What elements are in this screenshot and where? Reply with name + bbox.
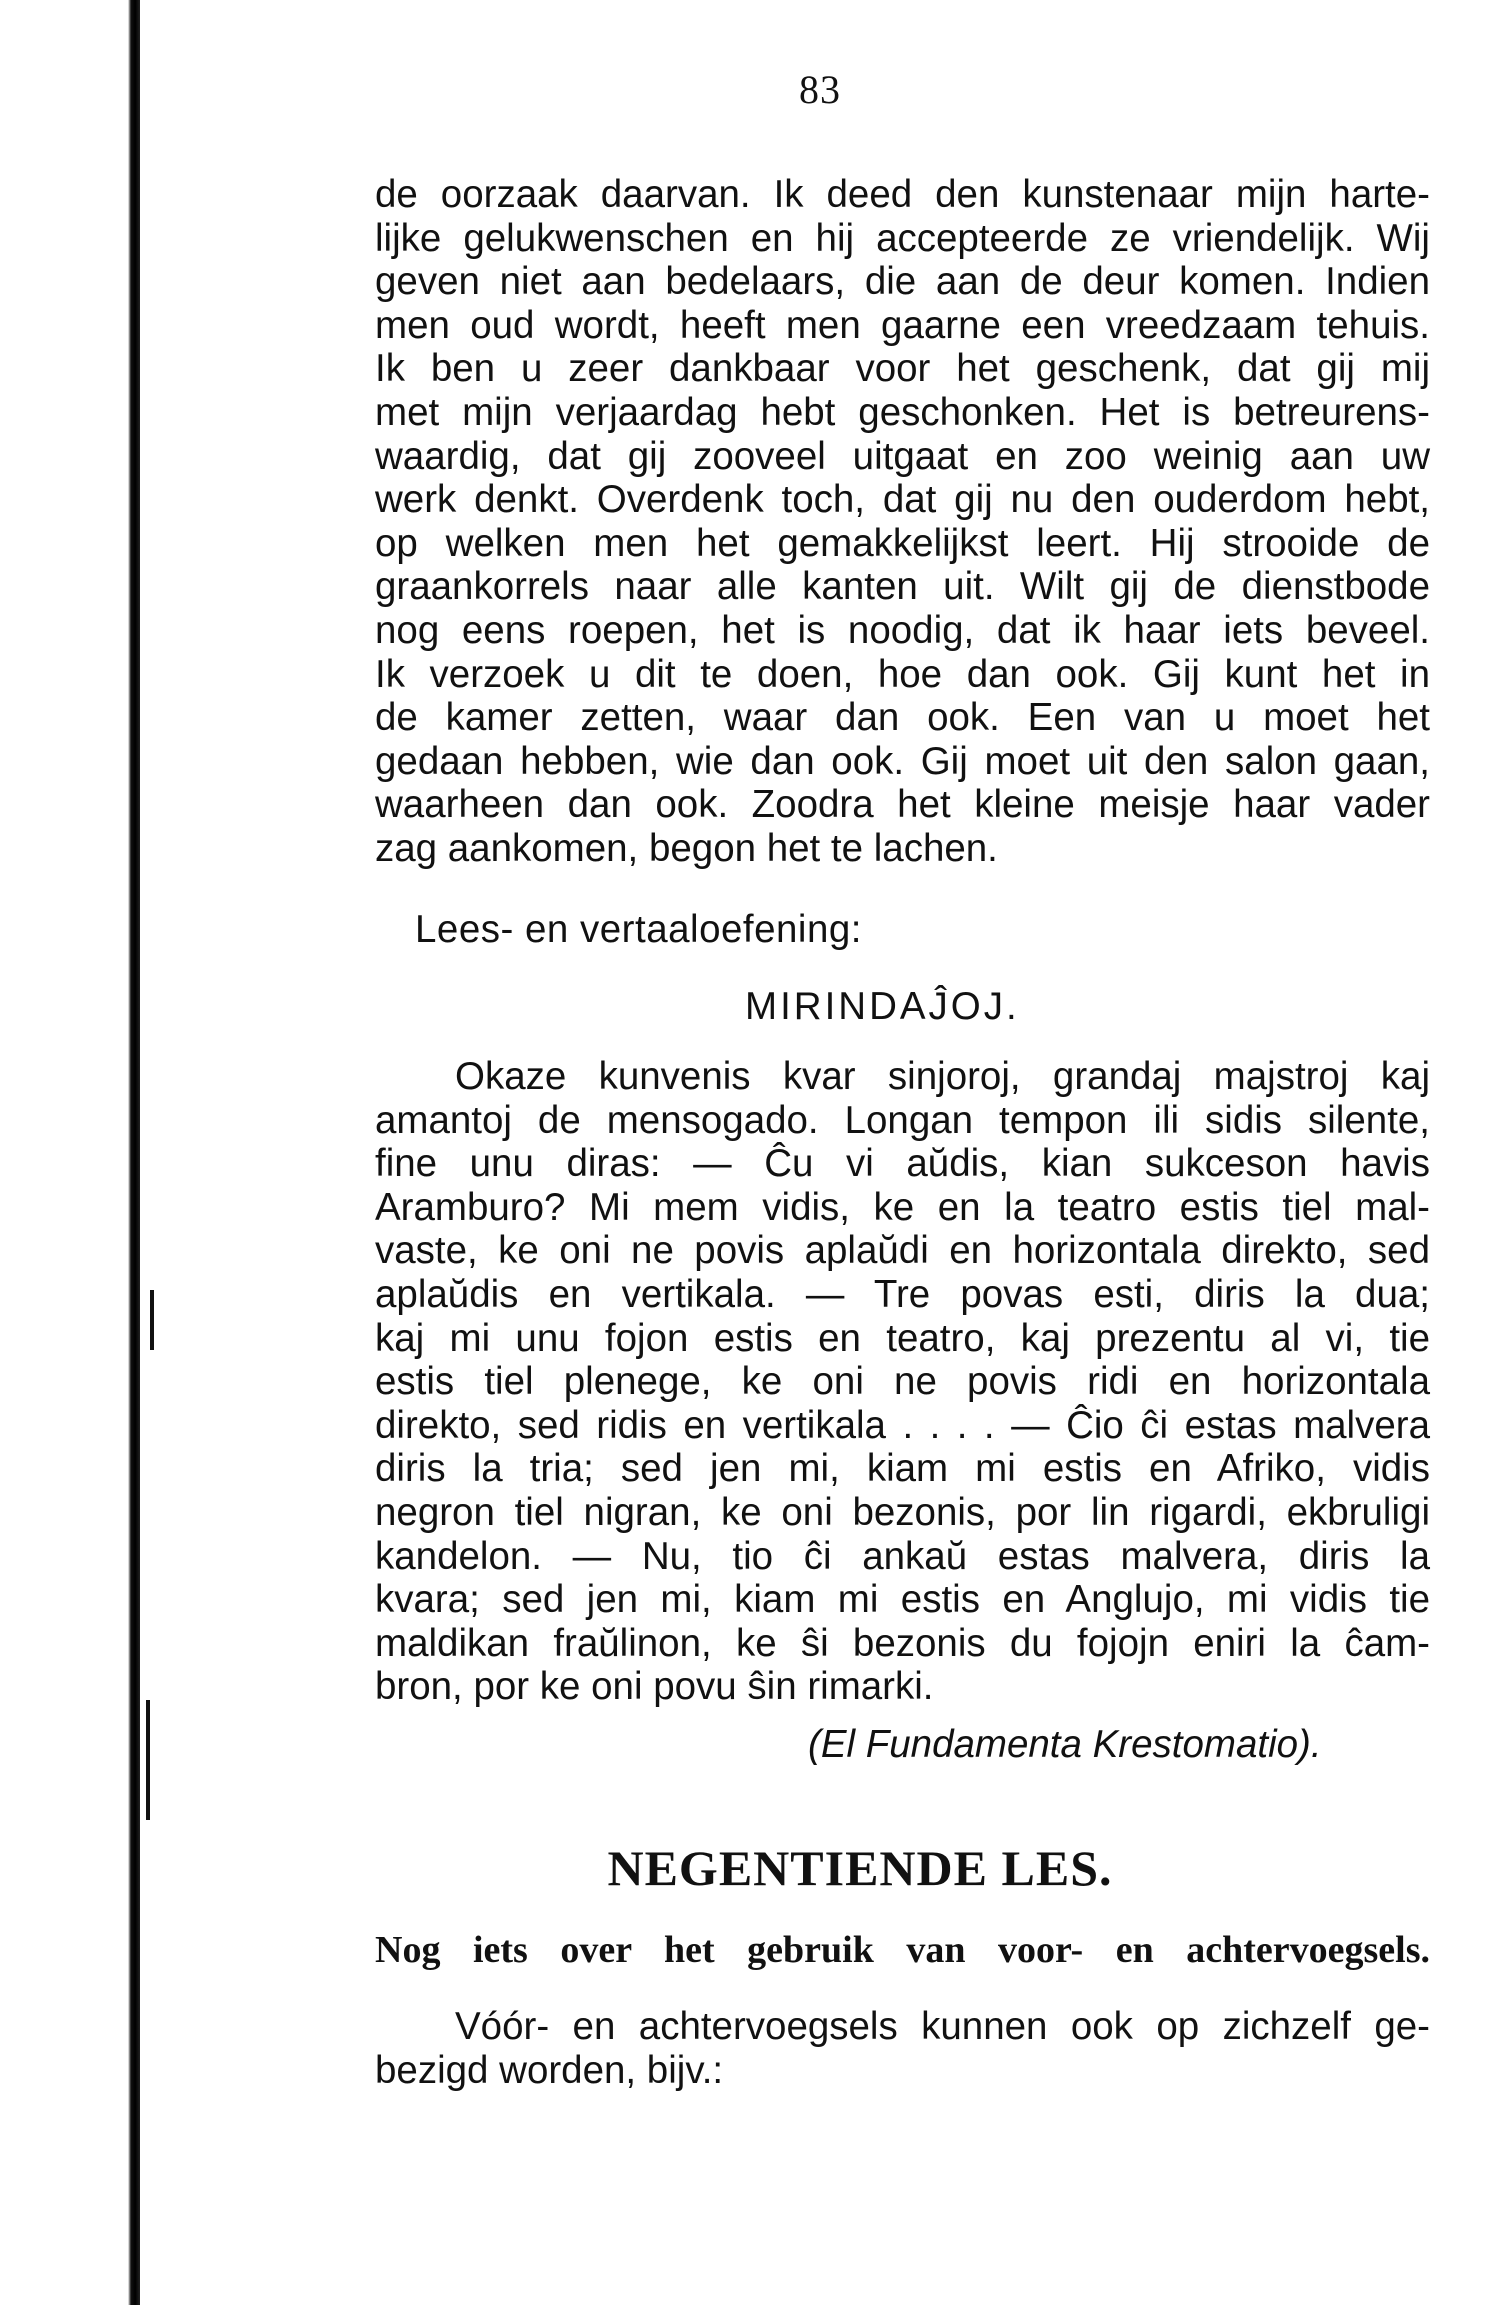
text-line: maldikan fraŭlinon, ke ŝi bezonis du fojojn eniri la ĉam- [375,1621,1430,1665]
text-line: negron tiel nigran, ke oni bezonis, por lin rigardi, ekbruligi [375,1490,1430,1534]
page-number: 83 [799,67,841,112]
text-line: de kamer zetten, waar dan ook. Een van u moet het [375,696,1430,740]
text-line: kandelon. — Nu, tio ĉi ankaŭ estas malvera, diris la [375,1534,1430,1578]
text-line: geven niet aan bedelaars, die aan de deur komen. Indien [375,260,1430,304]
text-line: lijke gelukwenschen en hij accepteerde ze vriendelijk. Wij [375,216,1430,260]
text-line: graankorrels naar alle kanten uit. Wilt gij de dienstbode [375,565,1430,609]
text-line: waardig, dat gij zooveel uitgaat en zoo weinig aan uw [375,434,1430,478]
paragraph-lesson-intro [375,2005,1430,2092]
gutter-mark [146,1700,150,1820]
story-title: MIRINDAĴOJ. [745,985,1020,1028]
paragraph-dutch-exercise [375,173,1430,871]
text-line: estis tiel plenege, ke oni ne povis ridi en horizontala [375,1360,1430,1404]
text-line: direkto, sed ridis en vertikala . . . . — Ĉio ĉi estas malvera [375,1403,1430,1447]
gutter-mark [150,1290,154,1350]
text-line: bezigd worden, bijv.: [375,2048,724,2092]
text-line: Aramburo? Mi mem vidis, ke en la teatro estis tiel mal- [375,1185,1430,1229]
text-line: aplaŭdis en vertikala. — Tre povas esti, diris la dua; [375,1272,1430,1316]
source-citation: (El Fundamenta Krestomatio). [808,1723,1322,1766]
text-line: gedaan hebben, wie dan ook. Gij moet uit den salon gaan, [375,739,1430,783]
text-line: Ik verzoek u dit te doen, hoe dan ook. Gij kunt het in [375,652,1430,696]
text-line: werk denkt. Overdenk toch, dat gij nu den ouderdom hebt, [375,478,1430,522]
text-line: op welken men het gemakkelijkst leert. Hij strooide de [375,521,1430,565]
text-line: diris la tria; sed jen mi, kiam mi estis en Afriko, vidis [375,1447,1430,1491]
reading-exercise-heading: Lees- en vertaaloefening: [415,908,862,951]
text-line: waarheen dan ook. Zoodra het kleine meisje haar vader [375,783,1430,827]
lesson-subtitle: Nog iets over het gebruik van voor- en achtervoegsels. [375,1929,1430,1971]
text-line: Okaze kunvenis kvar sinjoroj, grandaj majstroj kaj [455,1055,1430,1098]
text-line: met mijn verjaardag hebt geschonken. Het is betreurens- [375,390,1430,434]
text-line: kvara; sed jen mi, kiam mi estis en Anglujo, mi vidis tie [375,1578,1430,1622]
text-line: fine unu diras: — Ĉu vi aŭdis, kian sukceson havis [375,1142,1430,1186]
text-line: vaste, ke oni ne povis aplaŭdi en horizontala direkto, sed [375,1229,1430,1273]
text-line: de oorzaak daarvan. Ik deed den kunstenaar mijn harte- [375,173,1430,216]
text-line: Vóór- en achtervoegsels kunnen ook op zichzelf ge- [455,2005,1430,2048]
book-gutter-edge [128,0,140,2305]
text-line: men oud wordt, heeft men gaarne een vreedzaam tehuis. [375,303,1430,347]
paragraph-esperanto-story [375,1055,1430,1709]
text-line: zag aankomen, begon het te lachen. [375,826,998,870]
text-line: amantoj de mensogado. Longan tempon ili sidis silente, [375,1098,1430,1142]
text-line: Ik ben u zeer dankbaar voor het geschenk, dat gij mij [375,347,1430,391]
text-line: nog eens roepen, het is noodig, dat ik haar iets beveel. [375,608,1430,652]
lesson-title: NEGENTIENDE LES. [607,1840,1113,1896]
text-line: bron, por ke oni povu ŝin rimarki. [375,1665,934,1709]
text-line: kaj mi unu fojon estis en teatro, kaj prezentu al vi, tie [375,1316,1430,1360]
